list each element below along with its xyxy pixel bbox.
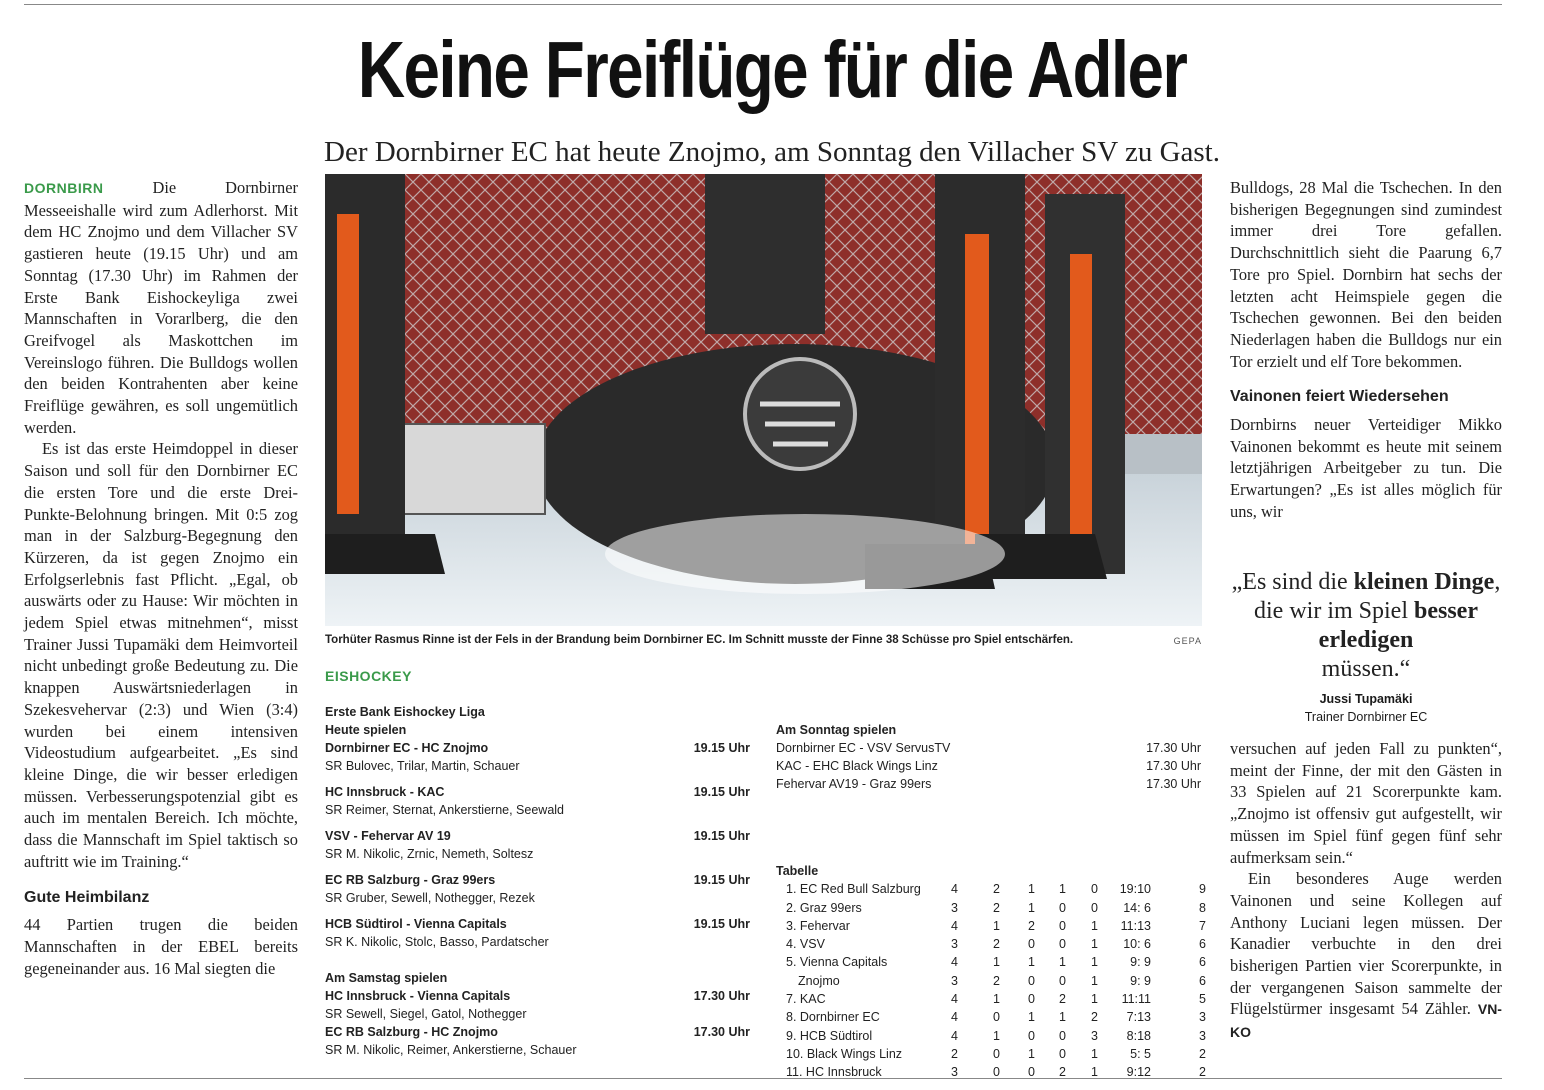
table-cell-c1: 3 [951, 1065, 958, 1080]
table-cell-c2: 0 [993, 1010, 1000, 1025]
table-row [776, 1008, 1206, 1026]
match-name: Dornbirner EC - VSV ServusTV [776, 741, 951, 755]
table-cell-goals: 11:11 [1121, 992, 1151, 1007]
table-cell-goals: 7:13 [1126, 1010, 1151, 1025]
match-row [776, 739, 1201, 757]
match-name: HC Innsbruck - KAC [325, 785, 445, 799]
table-cell-pts: 3 [1199, 1010, 1206, 1025]
table-cell-c1: 4 [951, 882, 958, 897]
match-name: HCB Südtirol - Vienna Capitals [325, 917, 507, 931]
match-name: Dornbirner EC - HC Znojmo [325, 741, 489, 755]
table-cell-c4: 1 [1059, 955, 1066, 970]
table-cell-c3: 2 [1028, 918, 1035, 933]
table-cell-pts: 8 [1199, 900, 1206, 915]
table-cell-c4: 0 [1059, 973, 1066, 988]
section-label: EISHOCKEY [325, 668, 412, 684]
table-row [776, 935, 1206, 953]
table-cell-team: 2. Graz 99ers [786, 900, 862, 915]
table-cell-c5: 1 [1091, 973, 1098, 988]
quote-role: Trainer Dornbirner EC [1304, 710, 1428, 724]
right-paragraph-4: Ein besonderes Auge werden Vainonen und seine Kollegen auf Anthony Luciani legen müssen. Der Kanadier verbuchte in den drei bisherigen Partien vier Scorerpunkte, in der vergangenen Saison sammelte der Flügelstürmer insgesamt 54 Zähler. VN-KO [1230, 869, 1502, 1041]
match-name: Fehervar AV19 - Graz 99ers [776, 777, 932, 791]
table-cell-c2: 2 [993, 882, 1000, 897]
dateline: DORNBIRN [24, 180, 104, 196]
table-cell-c5: 3 [1091, 1028, 1098, 1043]
table-cell-goals: 9: 9 [1130, 955, 1151, 970]
table-cell-c2: 0 [993, 1046, 1000, 1061]
match-row [776, 757, 1201, 775]
match-time: 19.15 Uhr [693, 917, 750, 931]
table-cell-pts: 9 [1199, 882, 1206, 897]
table-cell-c4: 0 [1059, 1046, 1066, 1061]
table-cell-pts: 3 [1199, 1028, 1206, 1043]
table-cell-team: 11. HC Innsbruck [786, 1065, 882, 1080]
match-name: EC RB Salzburg - Graz 99ers [325, 873, 496, 887]
match-row [325, 739, 750, 757]
table-cell-c1: 4 [951, 955, 958, 970]
right-subhead: Vainonen feiert Wiedersehen [1230, 388, 1449, 406]
table-cell-c1: 4 [951, 918, 958, 933]
table-cell-c3: 0 [1028, 1065, 1035, 1080]
table-cell-pts: 2 [1199, 1046, 1206, 1061]
match-name: EC RB Salzburg - HC Znojmo [325, 1025, 498, 1039]
photo-caption [325, 634, 1202, 646]
table-cell-c3: 1 [1028, 1010, 1035, 1025]
table-cell-c2: 1 [993, 918, 1000, 933]
table-cell-c4: 1 [1059, 882, 1066, 897]
table-row [776, 880, 1206, 898]
match-row [325, 987, 750, 1005]
table-row [776, 1027, 1206, 1045]
top-rule [24, 4, 1502, 5]
table-cell-c4: 1 [1059, 1010, 1066, 1025]
table-cell-c3: 1 [1028, 1046, 1035, 1061]
quote-attribution [1230, 690, 1502, 726]
table-cell-goals: 9: 9 [1130, 973, 1151, 988]
caption-text: Torhüter Rasmus Rinne ist der Fels in der Brandung beim Dornbirner EC. Im Schnitt musste der Finne 38 Schüsse pro Spiel entschärfen. [325, 634, 1074, 646]
table-cell-goals: 8:18 [1126, 1028, 1151, 1043]
table-cell-c4: 2 [1059, 992, 1066, 1007]
match-time: 17.30 Uhr [1146, 759, 1201, 773]
bottom-rule [24, 1078, 1502, 1079]
table-cell-c1: 4 [951, 992, 958, 1007]
match-time: 19.15 Uhr [693, 829, 750, 843]
table-cell-c5: 1 [1091, 1046, 1098, 1061]
table-cell-c1: 2 [951, 1046, 958, 1061]
match-row [776, 775, 1201, 793]
author: VN-KO [1230, 1001, 1502, 1041]
match-name: KAC - EHC Black Wings Linz [776, 759, 938, 773]
table-cell-team: 5. Vienna Capitals [786, 955, 888, 970]
table-cell-team: 10. Black Wings Linz [786, 1046, 903, 1061]
table-cell-c3: 0 [1028, 1028, 1035, 1043]
referees: SR Bulovec, Trilar, Martin, Schauer [325, 759, 520, 773]
table-cell-c5: 1 [1091, 918, 1098, 933]
headline: Keine Freiflüge für die Adler [357, 25, 1187, 114]
left-paragraph-2: Es ist das erste Heimdoppel in dieser Saison und soll für den Dornbirner EC die ersten Tore und die erste Drei-Punkte-Belohnung bringen. Mit 0:5 zog man in der Salzburg-Begegnung den Kürzeren, da ist gegen Znojmo ein Erfolgserlebnis fast Pflicht. „Egal, ob auswärts oder zu Hause: Wir möchten in jedem Spiel etwas mitnehmen“, misst Trainer Jussi Tupamäki dem Heimvorteil nicht unbedingt große Bedeutung zu. Die knappen Auswärtsniederlagen in Szekesvehervar (2:3) und Wien (3:4) wurden bei einem intensiven Videostudium aufgearbeitet. „Es sind kleine Dinge, die wir besser erledigen müssen. Verbesserungspotenzial gibt es auch im mentalen Bereich. Ich möchte, dass die Mannschaft im Spiel taktisch so auftritt wie im Training.“ [24, 439, 298, 871]
table-row [776, 1045, 1206, 1063]
table-cell-pts: 2 [1199, 1065, 1206, 1080]
table-cell-c5: 0 [1091, 900, 1098, 915]
table-cell-c5: 1 [1091, 937, 1098, 952]
right-paragraph-2: Dornbirns neuer Verteidiger Mikko Vainonen bekommt es heute mit seinem letztjährigen Arbeitgeber zu tun. Die Erwartungen? „Es ist alles möglich für uns, wir [1230, 415, 1502, 521]
table-cell-c2: 2 [993, 900, 1000, 915]
table-cell-c5: 1 [1091, 955, 1098, 970]
table-cell-team: 7. KAC [786, 992, 826, 1007]
table-cell-team: 3. Fehervar [786, 918, 850, 933]
table-cell-c3: 1 [1028, 900, 1035, 915]
right-column-top [1230, 177, 1502, 523]
match-time: 17.30 Uhr [1146, 741, 1201, 755]
table-cell-pts: 6 [1199, 955, 1206, 970]
referees: SR K. Nikolic, Stolc, Basso, Pardatscher [325, 935, 549, 949]
table-cell-goals: 11:13 [1120, 918, 1151, 933]
left-subhead: Gute Heimbilanz [24, 888, 150, 906]
match-row [325, 871, 750, 889]
table-cell-c2: 1 [993, 992, 1000, 1007]
standings-table [776, 862, 1206, 1082]
table-cell-c4: 0 [1059, 1028, 1066, 1043]
table-cell-c5: 2 [1091, 1010, 1098, 1025]
table-cell-c3: 0 [1028, 973, 1035, 988]
schedule-today [325, 703, 750, 1059]
referees: SR M. Nikolic, Reimer, Ankerstierne, Schauer [325, 1043, 577, 1057]
hockey-photo [325, 174, 1202, 626]
table-cell-team: 9. HCB Südtirol [786, 1028, 873, 1043]
right-column-bottom [1230, 738, 1502, 1044]
match-time: 17.30 Uhr [693, 989, 750, 1003]
table-cell-pts: 6 [1199, 973, 1206, 988]
referees: SR M. Nikolic, Zrnic, Nemeth, Soltesz [325, 847, 534, 861]
left-column [24, 177, 298, 979]
table-cell-team: 1. EC Red Bull Salzburg [786, 882, 921, 897]
table-cell-c1: 3 [951, 900, 958, 915]
subheadline: Der Dornbirner EC hat heute Znojmo, am Sonntag den Villacher SV zu Gast. [324, 136, 1220, 168]
quote-name: Jussi Tupamäki [1319, 692, 1413, 706]
table-cell-c1: 4 [951, 1028, 958, 1043]
right-paragraph-1: Bulldogs, 28 Mal die Tschechen. In den bisherigen Begegnungen sind zumindest immer drei Tore gefallen. Durchschnittlich sieht die Paarung 6,7 Tore pro Spiel. Dornbirn hat sechs der letzten acht Heimspiele gegen die Tschechen gewonnen. Bei den beiden Niederlagen haben die Bulldogs nur ein Tor erzielt und elf Tore bekommen. [1230, 178, 1502, 371]
match-row [325, 915, 750, 933]
table-cell-c2: 1 [993, 955, 1000, 970]
table-cell-c3: 0 [1028, 992, 1035, 1007]
table-row [776, 972, 1206, 990]
referees: SR Sewell, Siegel, Gatol, Nothegger [325, 1007, 527, 1021]
left-paragraph-3: 44 Partien trugen die beiden Mannschaften in der EBEL bereits gegeneinander aus. 16 Mal siegten die [24, 915, 298, 978]
match-time: 17.30 Uhr [1146, 777, 1201, 791]
table-row [776, 899, 1206, 917]
table-cell-c1: 3 [951, 937, 958, 952]
pull-quote: „Es sind die kleinen Dinge, die wir im Spiel besser erledigen müssen.“ [1231, 569, 1501, 682]
table-cell-c2: 2 [993, 937, 1000, 952]
today-label: Heute spielen [325, 723, 407, 737]
table-cell-c3: 1 [1028, 955, 1035, 970]
table-cell-c2: 2 [993, 973, 1000, 988]
left-paragraph-1: DORNBIRN Die Dornbirner Messeeishalle wird zum Adlerhorst. Mit dem HC Znojmo und dem Villacher SV gastieren heute (19.15 Uhr) und am Sonntag (17.30 Uhr) im Rahmen der Erste Bank Eishockeyliga zwei Mannschaften in Vorarlberg, die den Greifvogel als Maskottchen im Vereinslogo führen. Die Bulldogs wollen den beiden Kontrahenten aber keine Freiflüge gewähren, es soll ungemütlich werden. [24, 178, 298, 437]
match-row [325, 827, 750, 845]
photo-credit: GEPA [1173, 636, 1202, 646]
table-cell-c2: 1 [993, 1028, 1000, 1043]
table-cell-pts: 6 [1199, 937, 1206, 952]
referees: SR Reimer, Sternat, Ankerstierne, Seewald [325, 803, 565, 817]
table-cell-c5: 1 [1091, 992, 1098, 1007]
table-cell-c4: 0 [1059, 937, 1066, 952]
table-cell-c3: 1 [1028, 882, 1035, 897]
table-cell-goals: 10: 6 [1123, 937, 1151, 952]
table-cell-pts: 5 [1199, 992, 1206, 1007]
match-name: HC Innsbruck - Vienna Capitals [325, 989, 511, 1003]
schedule-sunday [776, 721, 1201, 793]
table-cell-goals: 19:10 [1119, 882, 1151, 897]
table-label: Tabelle [776, 864, 819, 878]
match-name: VSV - Fehervar AV 19 [325, 829, 451, 843]
match-time: 19.15 Uhr [693, 873, 750, 887]
table-cell-c1: 3 [951, 973, 958, 988]
table-cell-c4: 0 [1059, 918, 1066, 933]
table-cell-c3: 0 [1028, 937, 1035, 952]
table-cell-goals: 14: 6 [1123, 900, 1151, 915]
sunday-label: Am Sonntag spielen [776, 723, 897, 737]
table-cell-goals: 5: 5 [1130, 1046, 1151, 1061]
table-cell-team: 4. VSV [786, 937, 825, 952]
right-paragraph-3: versuchen auf jeden Fall zu punkten“, meint der Finne, der mit den Gästen in 33 Spielen auf 21 Scorerpunkte kam. „Znojmo ist offensiv gut aufgestellt, wir müssen im Spiel fünf gegen fünf sehr aufmerksam sein.“ [1230, 739, 1502, 867]
match-row [325, 783, 750, 801]
league-title: Erste Bank Eishockey Liga [325, 705, 485, 719]
match-row [325, 1023, 750, 1041]
table-row [776, 953, 1206, 971]
table-cell-c4: 0 [1059, 900, 1066, 915]
table-cell-pts: 7 [1199, 918, 1206, 933]
table-cell-goals: 9:12 [1126, 1065, 1151, 1080]
table-cell-c5: 0 [1091, 882, 1098, 897]
match-time: 17.30 Uhr [693, 1025, 750, 1039]
saturday-label: Am Samstag spielen [325, 971, 448, 985]
table-cell-c1: 4 [951, 1010, 958, 1025]
referees: SR Gruber, Sewell, Nothegger, Rezek [325, 891, 535, 905]
table-cell-c5: 1 [1091, 1065, 1098, 1080]
table-cell-team: 8. Dornbirner EC [786, 1010, 880, 1025]
table-cell-c4: 2 [1059, 1065, 1066, 1080]
match-time: 19.15 Uhr [693, 741, 750, 755]
table-cell-c2: 0 [993, 1065, 1000, 1080]
table-cell-team: Znojmo [798, 973, 840, 988]
table-row [776, 917, 1206, 935]
match-time: 19.15 Uhr [693, 785, 750, 799]
table-row [776, 990, 1206, 1008]
